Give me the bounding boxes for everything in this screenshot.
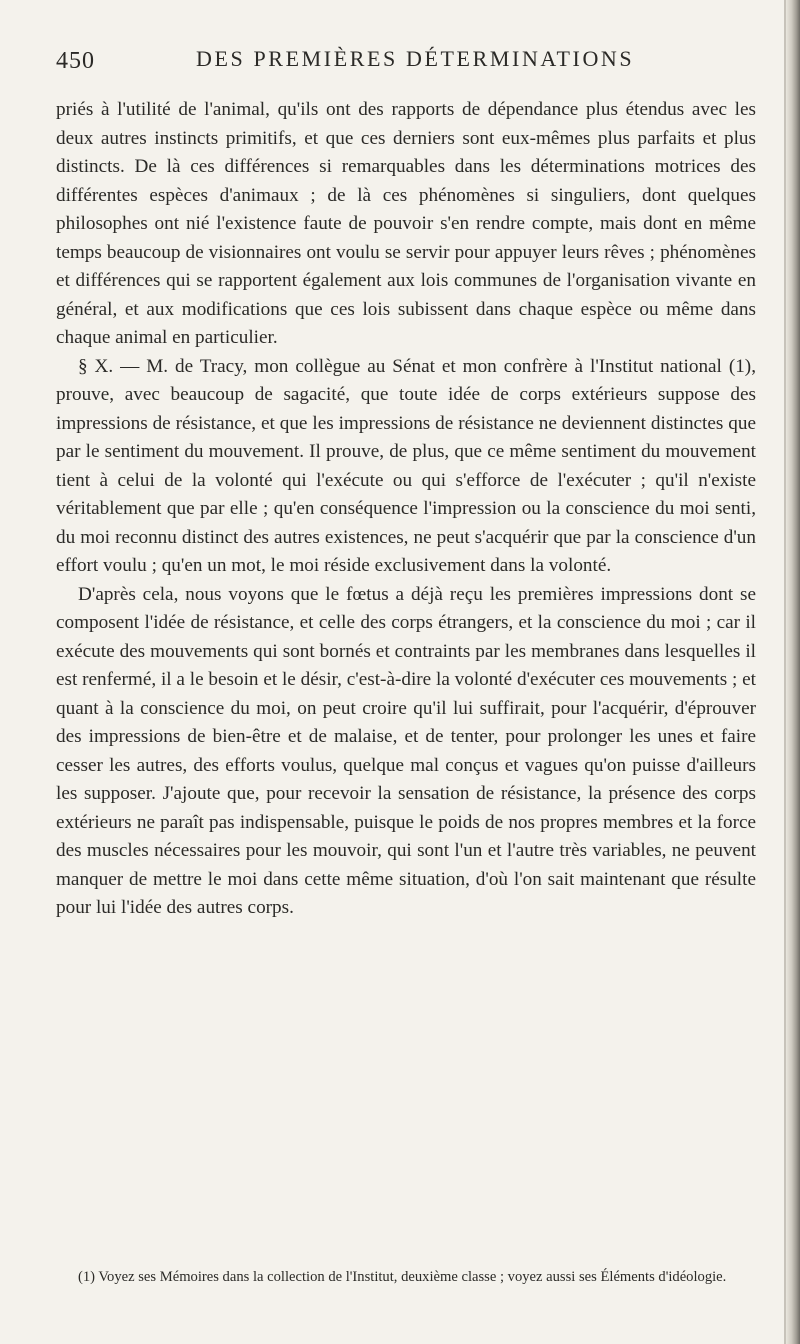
page-header (56, 40, 756, 80)
footnote: (1) Voyez ses Mémoires dans la collection de l'Institut, deuxième classe ; voyez aussi ses Éléments d'idéologie. (78, 1269, 727, 1285)
paragraph-continuation: priés à l'utilité de l'animal, qu'ils ont des rapports de dépendance plus étendus avec les deux autres instincts primitifs, et que ces derniers sont eux-mêmes plus parfaits et plus distincts. De là ces différences si remarquables dans les déterminations motrices des différentes espèces d'animaux ; de là ces phénomènes si singuliers, dont quelques philosophes ont nié l'existence faute de pouvoir s'en rendre compte, mais dont en même temps beaucoup de visionnaires ont voulu se servir pour appuyer leurs rêves ; phénomènes et différences qui se rapportent également aux lois communes de l'organisation vivante en général, et aux modifications que ces lois subissent dans chaque espèce ou même dans chaque animal en particulier. (56, 99, 756, 348)
paragraph-foetus: D'après cela, nous voyons que le fœtus a déjà reçu les premières impressions dont se composent l'idée de résistance, et celle des corps étrangers, et la conscience du moi ; car il exécute des mouvements qui sont bornés et contraints par les membranes dans lesquelles il est renfermé, il a le besoin et le désir, c'est-à-dire la volonté d'exécuter ces mouvements ; et quant à la conscience du moi, on peut croire qu'il lui suffirait, pour l'acquérir, d'éprouver des impressions de bien-être et de malaise, et de tenter, pour prolonger les unes et faire cesser les autres, des efforts voulus, quelque mal conçus et vagues qu'on puisse d'ailleurs les supposer. J'ajoute que, pour recevoir la sensation de résistance, la présence des corps extérieurs ne paraît pas indispensable, puisque le poids de nos propres membres et la force des muscles nécessaires pour les mouvoir, qui sont l'un et l'autre très variables, ne peuvent manquer de mettre le moi dans cette même situation, d'où l'on sait maintenant que résulte pour lui l'idée des autres corps. (56, 583, 756, 918)
book-spine-shadow (786, 0, 800, 1344)
paragraph-section-x: § X. — M. de Tracy, mon collègue au Sénat et mon confrère à l'Institut national (1), prouve, avec beaucoup de sagacité, que toute idée de corps extérieurs suppose des impressions de résistance, et que les impressions de résistance ne deviennent distinctes que par le sentiment du mouvement. Il prouve, de plus, que ce même sentiment du mouvement tient à celui de la volonté qui l'exécute ou qui s'efforce de l'exécuter ; qu'il n'existe véritablement que par elle ; qu'en conséquence l'impression ou la conscience du moi senti, du moi reconnu distinct des autres existences, ne peut s'acquérir que par la conscience d'un effort voulu ; qu'en un mot, le moi réside exclusivement dans la volonté. (56, 355, 756, 576)
page-number: 450 (56, 48, 95, 74)
running-title: DES PREMIÈRES DÉTERMINATIONS (196, 46, 635, 71)
main-text (56, 96, 756, 923)
